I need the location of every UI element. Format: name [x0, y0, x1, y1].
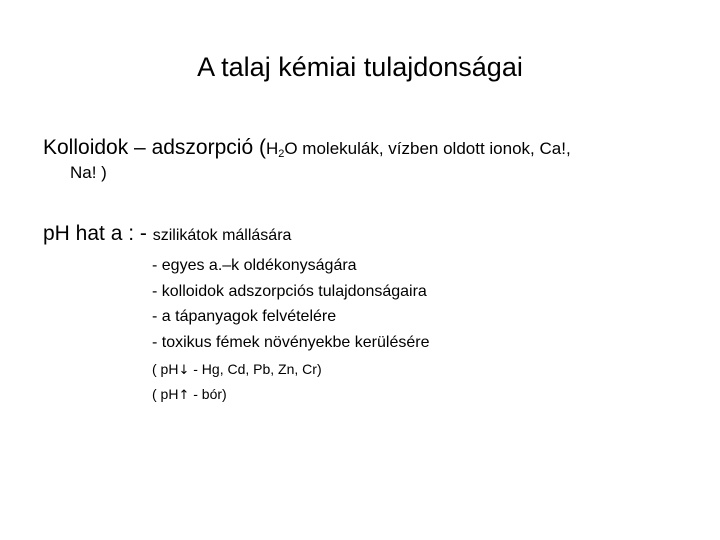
kolloid-line-2: Na! ): [70, 163, 107, 182]
arrow-down-icon: ↓: [178, 363, 190, 378]
kolloid-main: Kolloidok – adszorpció (: [43, 136, 266, 159]
ph-first-item: szilikátok mállására: [152, 227, 292, 244]
water-subscript: 2: [278, 148, 285, 160]
note-open: ( pH: [152, 386, 179, 402]
ph-item: - egyes a.–k oldékonyságára: [152, 257, 357, 274]
note-rest: - Hg, Cd, Pb, Zn, Cr): [189, 361, 322, 377]
ph-item: - a tápanyagok felvételére: [152, 308, 337, 325]
water-h: H: [265, 139, 279, 158]
slide-title: A talaj kémiai tulajdonságai: [197, 52, 523, 82]
ph-item: - toxikus fémek növényekbe kerülésére: [152, 334, 430, 351]
ph-main: pH hat a : -: [43, 222, 153, 245]
arrow-up-icon: ↑: [178, 388, 190, 403]
note-ph-up: [152, 386, 227, 403]
note-open: ( pH: [152, 361, 179, 377]
note-rest: - bór): [189, 386, 227, 402]
note-ph-down: [152, 361, 322, 378]
ph-item: - kolloidok adszorpciós tulajdonságaira: [152, 283, 427, 300]
kolloid-line: [43, 136, 571, 160]
kolloid-rest: O molekulák, vízben oldott ionok, Ca!,: [284, 139, 571, 158]
ph-line: [43, 222, 291, 246]
